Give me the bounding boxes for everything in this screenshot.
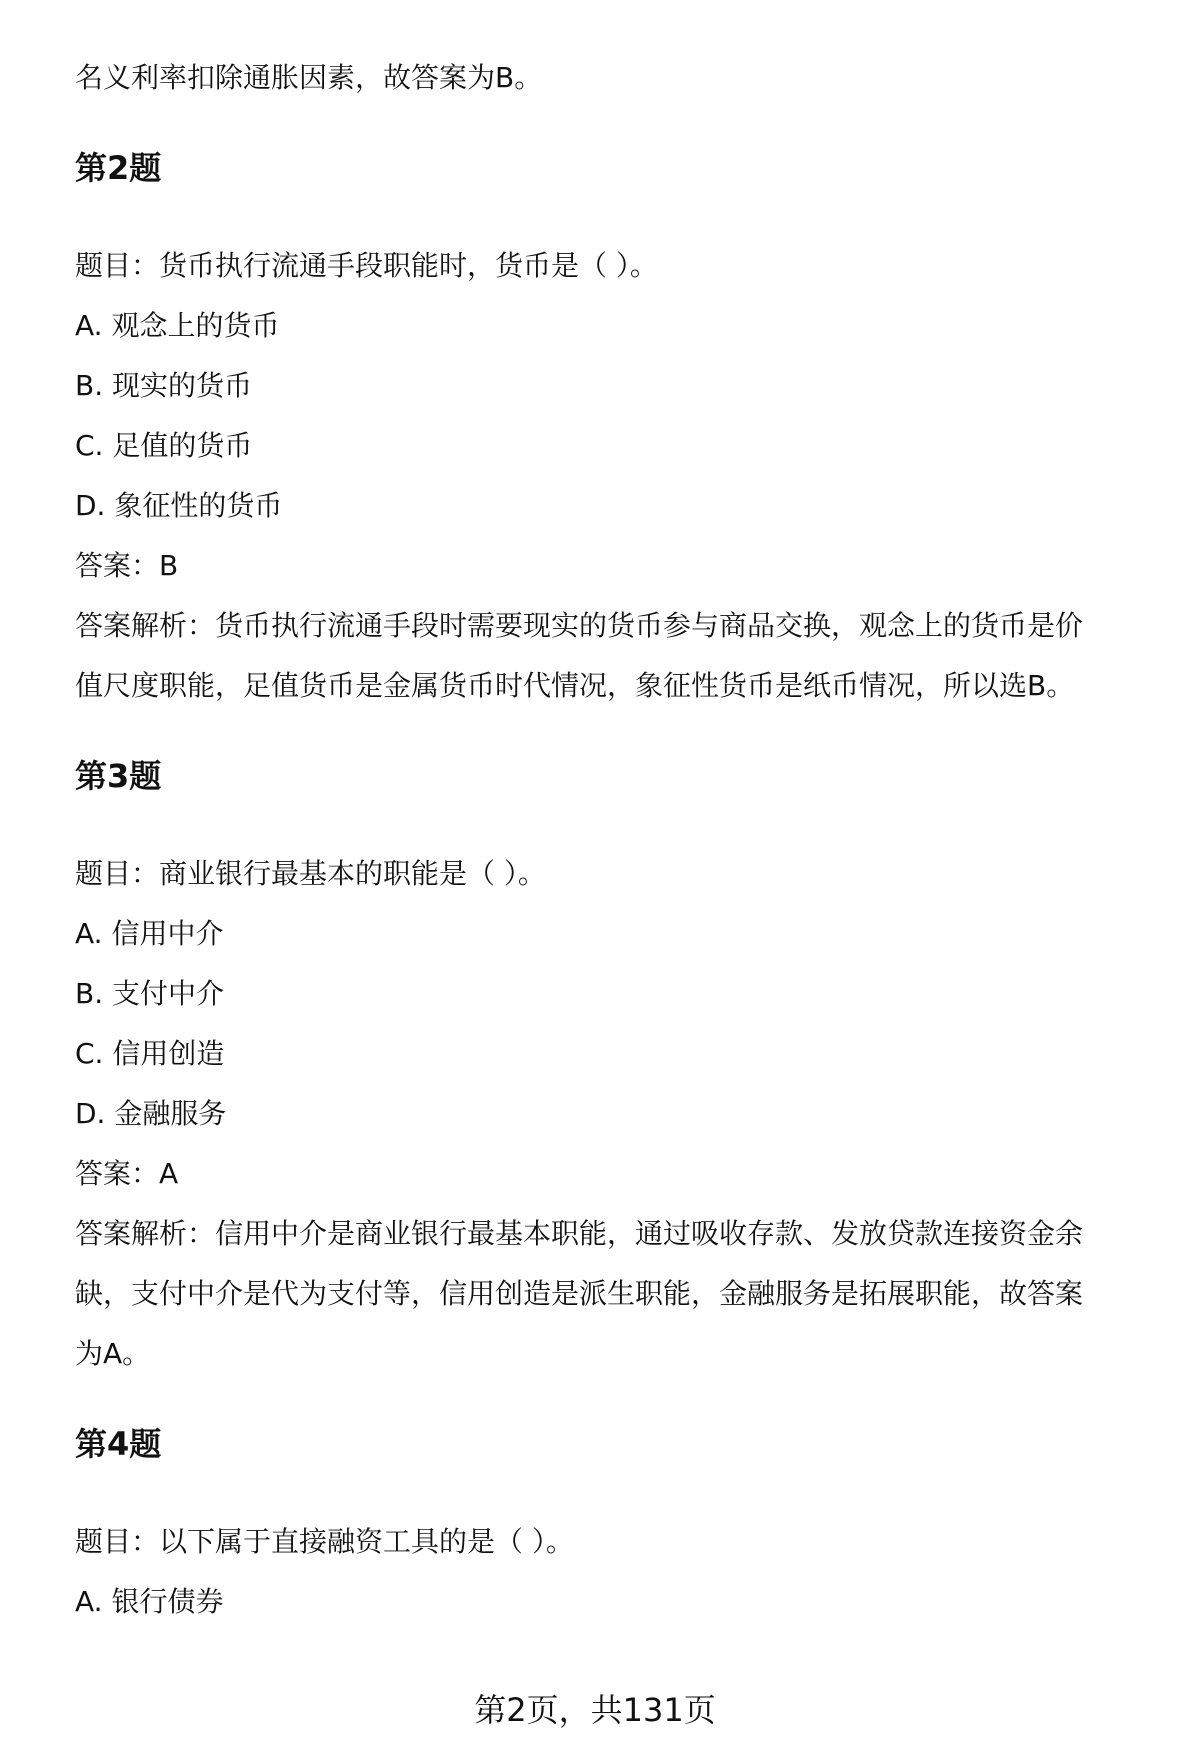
question-stem: 题目：商业银行最基本的职能是（ ）。 [75,857,546,890]
option-d: D. 象征性的货币 [75,489,283,522]
answer: 答案：B [75,549,179,582]
question-4 [75,1414,1170,1632]
analysis-line: 缺，支付中介是代为支付等，信用创造是派生职能，金融服务是拓展职能，故答案 [75,1277,1084,1310]
answer: 答案：A [75,1157,179,1190]
question-2 [75,138,1170,716]
page-number-footer: 第2页，共131页 [474,1691,716,1729]
question-heading: 第3题 [75,757,162,795]
question-stem: 题目：货币执行流通手段职能时，货币是（ ）。 [75,249,658,282]
option-d: D. 金融服务 [75,1097,227,1130]
option-b: B. 支付中介 [75,977,225,1010]
analysis-line: 答案解析：货币执行流通手段时需要现实的货币参与商品交换，观念上的货币是价 [75,609,1084,642]
question-3 [75,746,1170,1384]
analysis-line: 为A。 [75,1337,151,1370]
analysis-line: 值尺度职能，足值货币是金属货币时代情况，象征性货币是纸币情况，所以选B。 [75,669,1075,702]
document-content [75,48,1170,1632]
question-heading: 第4题 [75,1425,162,1463]
question-heading: 第2题 [75,149,162,187]
option-a: A. 银行债券 [75,1585,224,1618]
option-a: A. 信用中介 [75,917,224,950]
option-b: B. 现实的货币 [75,369,253,402]
option-c: C. 信用创造 [75,1037,225,1070]
option-a: A. 观念上的货币 [75,309,280,342]
intro-text: 名义利率扣除通胀因素，故答案为B。 [75,61,543,94]
option-c: C. 足值的货币 [75,429,253,462]
analysis-line: 答案解析：信用中介是商业银行最基本职能，通过吸收存款、发放贷款连接资金余 [75,1217,1084,1250]
question-stem: 题目：以下属于直接融资工具的是（ ）。 [75,1525,574,1558]
